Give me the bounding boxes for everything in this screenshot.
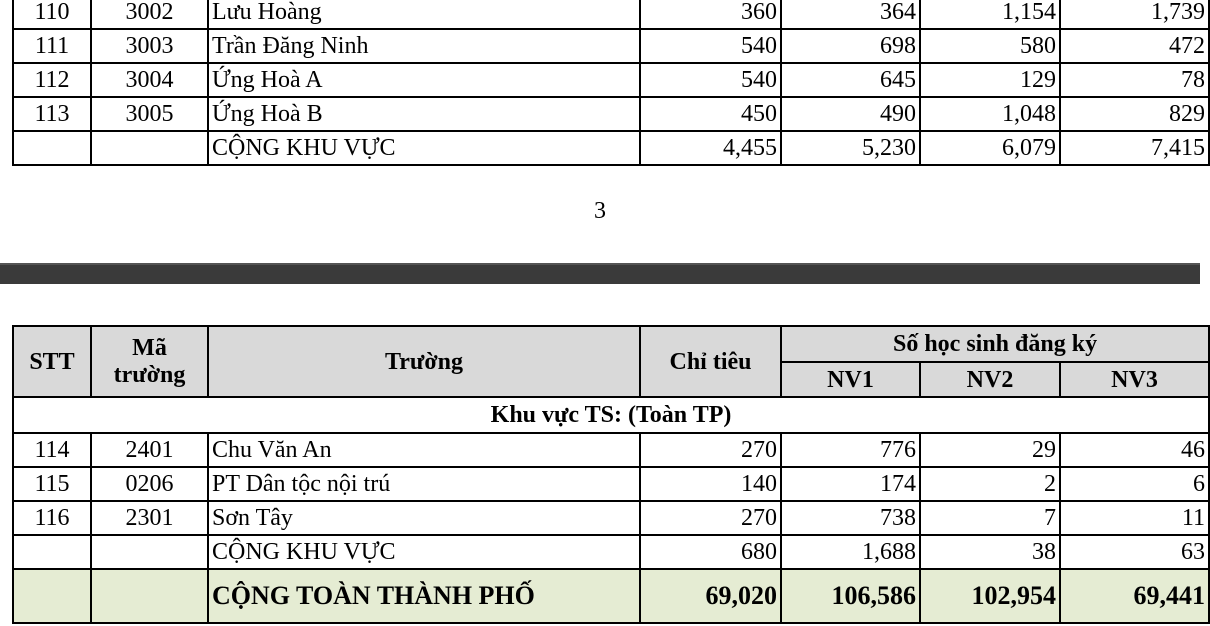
nv1-cell: 698 [781,29,920,63]
subtotal-row [13,131,1209,165]
nv1-cell: 174 [781,467,920,501]
empty-cell [13,569,91,623]
nv3-cell: 1,739 [1060,0,1209,29]
header-nv1: NV1 [781,362,920,397]
nv1-cell: 364 [781,0,920,29]
stt-cell: 115 [13,467,91,501]
grand-total-row [13,569,1209,623]
table-row [13,97,1209,131]
grand-total-nv2: 102,954 [920,569,1060,623]
nv1-cell: 776 [781,433,920,467]
quota-cell: 270 [640,501,781,535]
table-row [13,433,1209,467]
header-school: Trường [208,326,640,397]
nv2-cell: 29 [920,433,1060,467]
stt-cell: 114 [13,433,91,467]
quota-cell: 360 [640,0,781,29]
table-row [13,467,1209,501]
region-row [13,397,1209,433]
table-row [13,0,1209,29]
nv2-cell: 129 [920,63,1060,97]
nv2-cell: 1,154 [920,0,1060,29]
nv2-cell: 1,048 [920,97,1060,131]
school-code-cell: 3004 [91,63,208,97]
school-name-cell: PT Dân tộc nội trú [208,467,640,501]
nv3-cell: 78 [1060,63,1209,97]
nv3-cell: 472 [1060,29,1209,63]
table-row [13,29,1209,63]
school-name-cell: Sơn Tây [208,501,640,535]
school-code-cell: 3002 [91,0,208,29]
stt-cell: 111 [13,29,91,63]
school-code-cell: 3003 [91,29,208,63]
grand-total-nv3: 69,441 [1060,569,1209,623]
grand-total-quota: 69,020 [640,569,781,623]
empty-cell [91,569,208,623]
nv3-cell: 829 [1060,97,1209,131]
quota-cell: 540 [640,29,781,63]
header-nv2: NV2 [920,362,1060,397]
table-row [13,63,1209,97]
subtotal-label: CỘNG KHU VỰC [208,131,640,165]
school-code-cell: 2301 [91,501,208,535]
header-registered: Số học sinh đăng ký [781,326,1209,362]
school-name-cell: Lưu Hoàng [208,0,640,29]
grand-total-label: CỘNG TOÀN THÀNH PHỐ [208,569,640,623]
subtotal-label: CỘNG KHU VỰC [208,535,640,569]
school-name-cell: Trần Đăng Ninh [208,29,640,63]
grand-total-nv1: 106,586 [781,569,920,623]
nv2-cell: 2 [920,467,1060,501]
stt-cell: 113 [13,97,91,131]
header-stt: STT [13,326,91,397]
nv1-cell: 490 [781,97,920,131]
nv1-cell: 738 [781,501,920,535]
stt-cell: 110 [13,0,91,29]
school-name-cell: Ứng Hoà A [208,63,640,97]
school-code-cell: 2401 [91,433,208,467]
stt-cell: 112 [13,63,91,97]
page-number: 3 [594,198,606,224]
quota-cell: 140 [640,467,781,501]
top-table [12,0,1210,166]
header-nv3: NV3 [1060,362,1209,397]
subtotal-nv1: 5,230 [781,131,920,165]
table-row [13,501,1209,535]
empty-cell [13,535,91,569]
school-name-cell: Chu Văn An [208,433,640,467]
subtotal-nv3: 7,415 [1060,131,1209,165]
quota-cell: 450 [640,97,781,131]
empty-cell [91,131,208,165]
quota-cell: 540 [640,63,781,97]
subtotal-nv1: 1,688 [781,535,920,569]
nv3-cell: 6 [1060,467,1209,501]
empty-cell [91,535,208,569]
nv2-cell: 7 [920,501,1060,535]
subtotal-nv2: 6,079 [920,131,1060,165]
nv1-cell: 645 [781,63,920,97]
school-name-cell: Ứng Hoà B [208,97,640,131]
page-separator [0,263,1200,284]
subtotal-nv3: 63 [1060,535,1209,569]
school-code-cell: 3005 [91,97,208,131]
empty-cell [13,131,91,165]
subtotal-row [13,535,1209,569]
header-school-code: Mã trường [91,326,208,397]
subtotal-quota: 4,455 [640,131,781,165]
stt-cell: 116 [13,501,91,535]
region-title: Khu vực TS: (Toàn TP) [13,397,1209,433]
bottom-table [12,325,1210,624]
quota-cell: 270 [640,433,781,467]
header-quota: Chỉ tiêu [640,326,781,397]
nv3-cell: 46 [1060,433,1209,467]
subtotal-quota: 680 [640,535,781,569]
subtotal-nv2: 38 [920,535,1060,569]
nv2-cell: 580 [920,29,1060,63]
nv3-cell: 11 [1060,501,1209,535]
school-code-cell: 0206 [91,467,208,501]
